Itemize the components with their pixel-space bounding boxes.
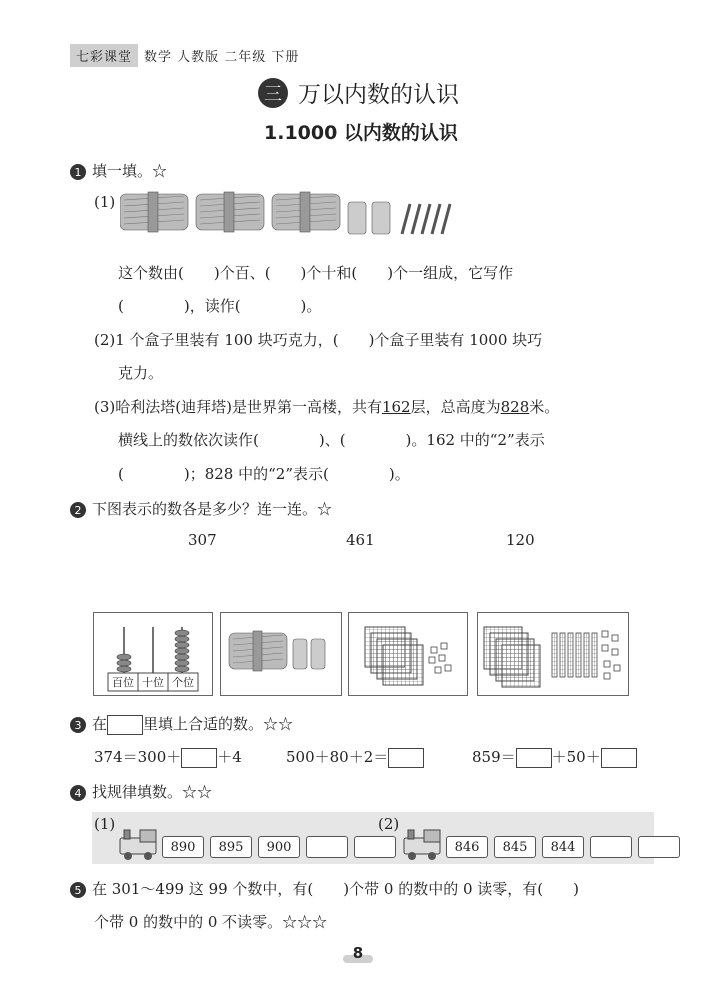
q5-line1 <box>70 878 579 899</box>
locomotive-icon <box>402 826 450 862</box>
train-car: 844 <box>542 836 584 858</box>
train-car: 846 <box>446 836 488 858</box>
train-car: 900 <box>258 836 300 858</box>
q1-p1-label: (1) <box>94 193 116 211</box>
q1-p2-line2: 克力。 <box>118 364 164 382</box>
q1-p3-line3: ( )；828 中的“2”表示( )。 <box>118 465 410 483</box>
q3-title-a: 在 <box>92 715 108 733</box>
q1-p3-text-b: 层，总高度为 <box>410 398 501 416</box>
section-title: 1.1000 以内数的认识 <box>264 122 458 144</box>
locomotive-icon <box>118 826 166 862</box>
answer-box-4[interactable] <box>601 748 637 768</box>
answer-box-1[interactable] <box>181 748 217 768</box>
train-car-blank[interactable] <box>306 836 348 858</box>
q1-p2-line1: (2)1 个盒子里装有 100 块巧克力，( )个盒子里装有 1000 块巧 <box>94 331 543 349</box>
bundles-panel <box>220 612 342 696</box>
q1-p3-text-c: 米。 <box>529 398 560 416</box>
blocks-panel-a <box>348 612 468 696</box>
q2-heading <box>70 498 332 519</box>
q4-heading <box>70 781 212 802</box>
q1-p3-line1 <box>94 396 559 417</box>
ten-bundle-icon <box>348 202 390 234</box>
train-car-blank[interactable] <box>590 836 632 858</box>
hundreds-tens-ones-icon <box>478 613 628 695</box>
train-2-cars <box>446 836 680 858</box>
book-header <box>70 44 299 67</box>
floors-number: 162 <box>381 398 411 416</box>
q4-train1-label: (1) <box>94 815 116 833</box>
q1-heading <box>70 160 167 181</box>
abacus-label-hundreds: 百位 <box>112 676 134 689</box>
q3-eq2-text: 500＋80＋2＝ <box>286 748 389 766</box>
chapter-title-text: 万以内数的认识 <box>298 82 459 108</box>
answer-box-sample <box>107 715 143 735</box>
hundred-blocks-icon <box>349 613 467 695</box>
answer-box-3[interactable] <box>516 748 552 768</box>
q1-title: 填一填。☆ <box>92 162 168 180</box>
q2-value-1: 307 <box>188 531 217 549</box>
q3-equation-2 <box>286 746 424 768</box>
train-car: 895 <box>210 836 252 858</box>
q3-eq1-text-a: 374＝300＋ <box>94 748 182 766</box>
height-number: 828 <box>500 398 530 416</box>
train-1-cars <box>162 836 396 858</box>
q2-title: 下图表示的数各是多少？连一连。☆ <box>92 500 333 518</box>
book-meta: 数学 人教版 二年级 下册 <box>144 50 300 65</box>
q3-eq1-text-b: ＋4 <box>217 748 242 766</box>
page-number: 8 <box>345 944 371 964</box>
q3-title-b: 里填上合适的数。☆☆ <box>143 715 294 733</box>
abacus-label-tens: 十位 <box>142 676 164 689</box>
q1-p1-line1: 这个数由( )个百、( )个十和( )个一组成，它写作 <box>118 264 514 282</box>
q3-equation-1 <box>94 746 242 768</box>
train-car: 845 <box>494 836 536 858</box>
answer-box-2[interactable] <box>388 748 424 768</box>
q3-number: 3 <box>70 717 86 733</box>
q5-line2: 个带 0 的数中的 0 不读零。☆☆☆ <box>94 913 328 931</box>
abacus-panel <box>93 612 213 696</box>
train-car-blank[interactable] <box>354 836 396 858</box>
q1-p1-line2: ( )，读作( )。 <box>118 297 322 315</box>
q1-p3-text-a: (3)哈利法塔(迪拜塔)是世界第一高楼，共有 <box>94 398 382 416</box>
q1-p3-line2: 横线上的数依次读作( )、( )。162 中的“2”表示 <box>118 431 545 449</box>
q3-eq3-text-a: 859＝ <box>472 748 516 766</box>
q4-train2-label: (2) <box>378 815 400 833</box>
q2-value-2: 461 <box>346 531 375 549</box>
series-name: 七彩课堂 <box>70 44 138 67</box>
q1-number: 1 <box>70 164 86 180</box>
abacus-label-ones: 个位 <box>172 676 194 689</box>
train-car-blank[interactable] <box>638 836 680 858</box>
hundred-bundle-icon <box>120 192 340 232</box>
q2-number: 2 <box>70 502 86 518</box>
q4-title: 找规律填数。☆☆ <box>92 783 213 801</box>
bundles-icon <box>221 613 341 695</box>
single-stick-icon <box>402 204 450 234</box>
chapter-number: 三 <box>258 78 288 108</box>
q4-number: 4 <box>70 785 86 801</box>
q3-eq3-text-b: ＋50＋ <box>551 748 601 766</box>
train-car: 890 <box>162 836 204 858</box>
stick-bundles-illustration <box>120 186 460 238</box>
q3-equation-3 <box>472 746 637 768</box>
chapter-title <box>258 76 459 109</box>
q3-heading <box>70 713 293 735</box>
q5-text-1: 在 301～499 这 99 个数中，有( )个带 0 的数中的 0 读零，有( ) <box>92 880 579 898</box>
q2-value-3: 120 <box>506 531 535 549</box>
q5-number: 5 <box>70 882 86 898</box>
blocks-panel-b <box>477 612 629 696</box>
